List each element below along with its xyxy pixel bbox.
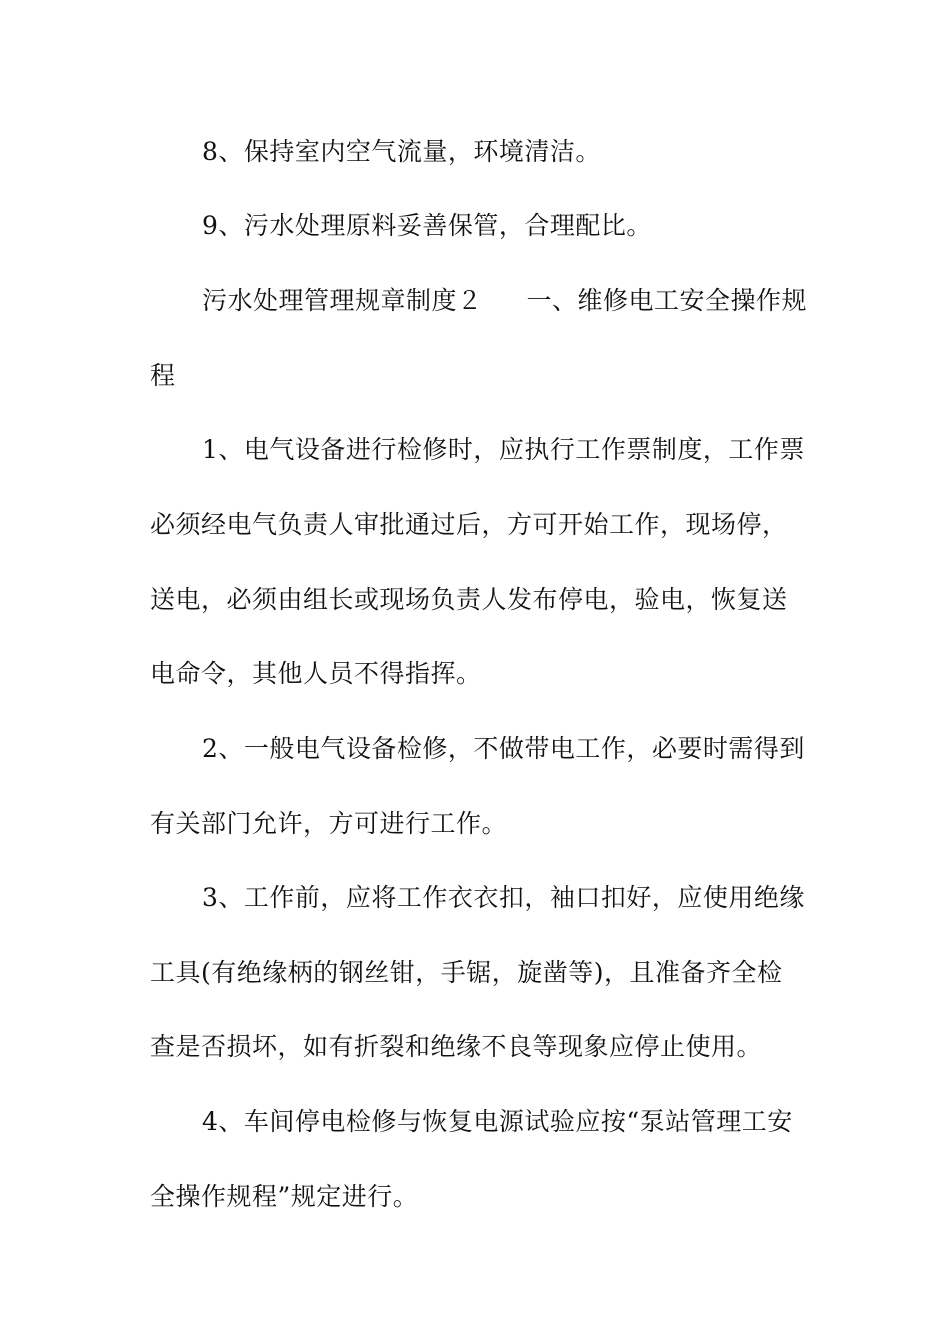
item-8: 8、保持室内空气流量，环境清洁。 [202,137,601,166]
subsection-title: 一、维修电工安全操作规 [526,286,808,315]
paragraph-4-line-2: 全操作规程”规定进行。 [150,1182,419,1211]
item-9: 9、污水处理原料妥善保管，合理配比。 [202,211,652,240]
paragraph-3-line-3: 查是否损坏，如有折裂和绝缘不良等现象应停止使用。 [150,1032,763,1061]
section-title: 污水处理管理规章制度２ [202,286,483,315]
paragraph-1-line-2: 必须经电气负责人审批通过后，方可开始工作，现场停， [150,510,788,539]
paragraph-3-line-1: 3、工作前，应将工作衣衣扣，袖口扣好，应使用绝缘 [202,883,805,912]
paragraph-2-line-1: 2、一般电气设备检修，不做带电工作，必要时需得到 [202,734,805,763]
subsection-title-continued: 程 [150,361,176,390]
paragraph-1-line-3: 送电，必须由组长或现场负责人发布停电，验电，恢复送 [150,585,788,614]
paragraph-3-line-2: 工具(有绝缘柄的钢丝钳，手锯，旋凿等)，且准备齐全检 [150,958,783,987]
section-heading-line [202,285,810,317]
paragraph-1-line-1: 1、电气设备进行检修时，应执行工作票制度，工作票 [202,435,805,464]
paragraph-1-line-4: 电命令，其他人员不得指挥。 [150,659,482,688]
paragraph-4-line-1: 4、车间停电检修与恢复电源试验应按“泵站管理工安 [202,1107,793,1136]
paragraph-2-line-2: 有关部门允许，方可进行工作。 [150,809,508,838]
